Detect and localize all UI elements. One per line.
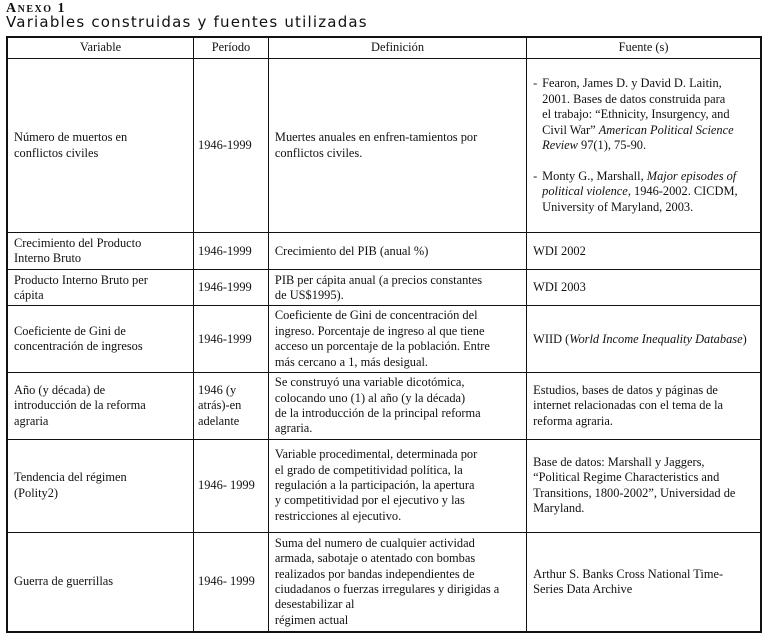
page-title: Variables construidas y fuentes utilizadas [6,13,368,31]
cell-fuente: Arthur S. Banks Cross National Time- Series Data Archive [527,532,761,632]
cell-definicion: Suma del numero de cualquier actividad armada, sabotaje o atentado con bombas realizados por bandas independientes de ciudadanos o fuerzas irregulares y dirigidas a desestabilizar al régimen actual [268,532,526,632]
cell-definicion: Se construyó una variable dicotómica, colocando uno (1) al año (y la década) de la introducción de la principal reforma agraria. [268,373,526,440]
table-row [7,306,761,373]
table-row [7,233,761,270]
table-row [7,59,761,233]
source-item [533,169,754,215]
cell-variable: Guerra de guerrillas [7,532,194,632]
cell-definicion: PIB per cápita anual (a precios constantes de US$1995). [268,270,526,306]
cell-fuente [527,306,761,373]
source-text-part: Monty G., Marshall, [542,168,647,183]
cell-periodo: 1946- 1999 [194,532,269,632]
source-text-part: WIID ( [533,331,570,346]
bullet-dash: - [533,168,538,183]
source-text-part: Fearon, James D. y David D. Laitin, 2001. Bases de datos construida para el trabajo: “Ethnicity, Insurgency, and Civil War” [542,76,730,137]
cell-periodo: 1946-1999 [194,270,269,306]
cell-variable: Tendencia del régimen (Polity2) [7,439,194,532]
source-text-part: ) [742,331,747,346]
table-row [7,532,761,632]
cell-periodo: 1946-1999 [194,233,269,270]
cell-variable: Coeficiente de Gini de concentración de ingresos [7,306,194,373]
cell-fuente: Base de datos: Marshall y Jaggers, “Political Regime Characteristics and Transitions, 1800-2002”, Universidad de Maryland. [527,439,761,532]
cell-periodo: 1946- 1999 [194,439,269,532]
cell-variable: Año (y década) de introducción de la reforma agraria [7,373,194,440]
cell-definicion: Muertes anuales en enfren-tamientos por conflictos civiles. [268,59,526,233]
table-row [7,439,761,532]
cell-fuente: WDI 2003 [527,270,761,306]
cell-periodo: 1946-1999 [194,306,269,373]
source-text [542,76,733,153]
column-header-fuente: Fuente (s) [527,37,761,59]
cell-variable: Número de muertos en conflictos civiles [7,59,194,233]
table-row [7,270,761,306]
cell-definicion: Coeficiente de Gini de concentración del ingreso. Porcentaje de ingreso al que tiene acceso un porcentaje de la población. Entre más cercano a 1, más desigual. [268,306,526,373]
source-text [542,169,737,215]
source-title: Major episodes of political violence [542,168,737,199]
column-header-definicion: Definición [268,37,526,59]
annex-label: Anexo 1 [6,1,67,16]
source-text-part: , 1946-2002. CICDM, University of Maryland, 2003. [542,184,738,214]
cell-fuente [527,59,761,233]
source-text-part: 97(1), 75-90. [577,138,647,153]
source-item [533,76,754,153]
column-header-variable: Variable [7,37,194,59]
bullet-dash: - [533,76,538,91]
table-header-row [7,37,761,59]
table-row [7,373,761,440]
cell-fuente: WDI 2002 [527,233,761,270]
cell-periodo: 1946 (y atrás)-en adelante [194,373,269,440]
cell-variable: Crecimiento del Producto Interno Bruto [7,233,194,270]
variables-table [6,36,762,633]
source-journal: American Political Science Review [542,122,734,153]
cell-definicion: Crecimiento del PIB (anual %) [268,233,526,270]
cell-definicion: Variable procedimental, determinada por el grado de competitividad política, la regulación a la participación, la apertura y competitividad por el ejecutivo y las restricciones al ejecutivo. [268,439,526,532]
cell-variable: Producto Interno Bruto per cápita [7,270,194,306]
cell-periodo: 1946-1999 [194,59,269,233]
cell-fuente: Estudios, bases de datos y páginas de internet relacionadas con el tema de la reforma agraria. [527,373,761,440]
source-database-name: World Income Inequality Database [569,331,743,346]
column-header-periodo: Período [194,37,269,59]
